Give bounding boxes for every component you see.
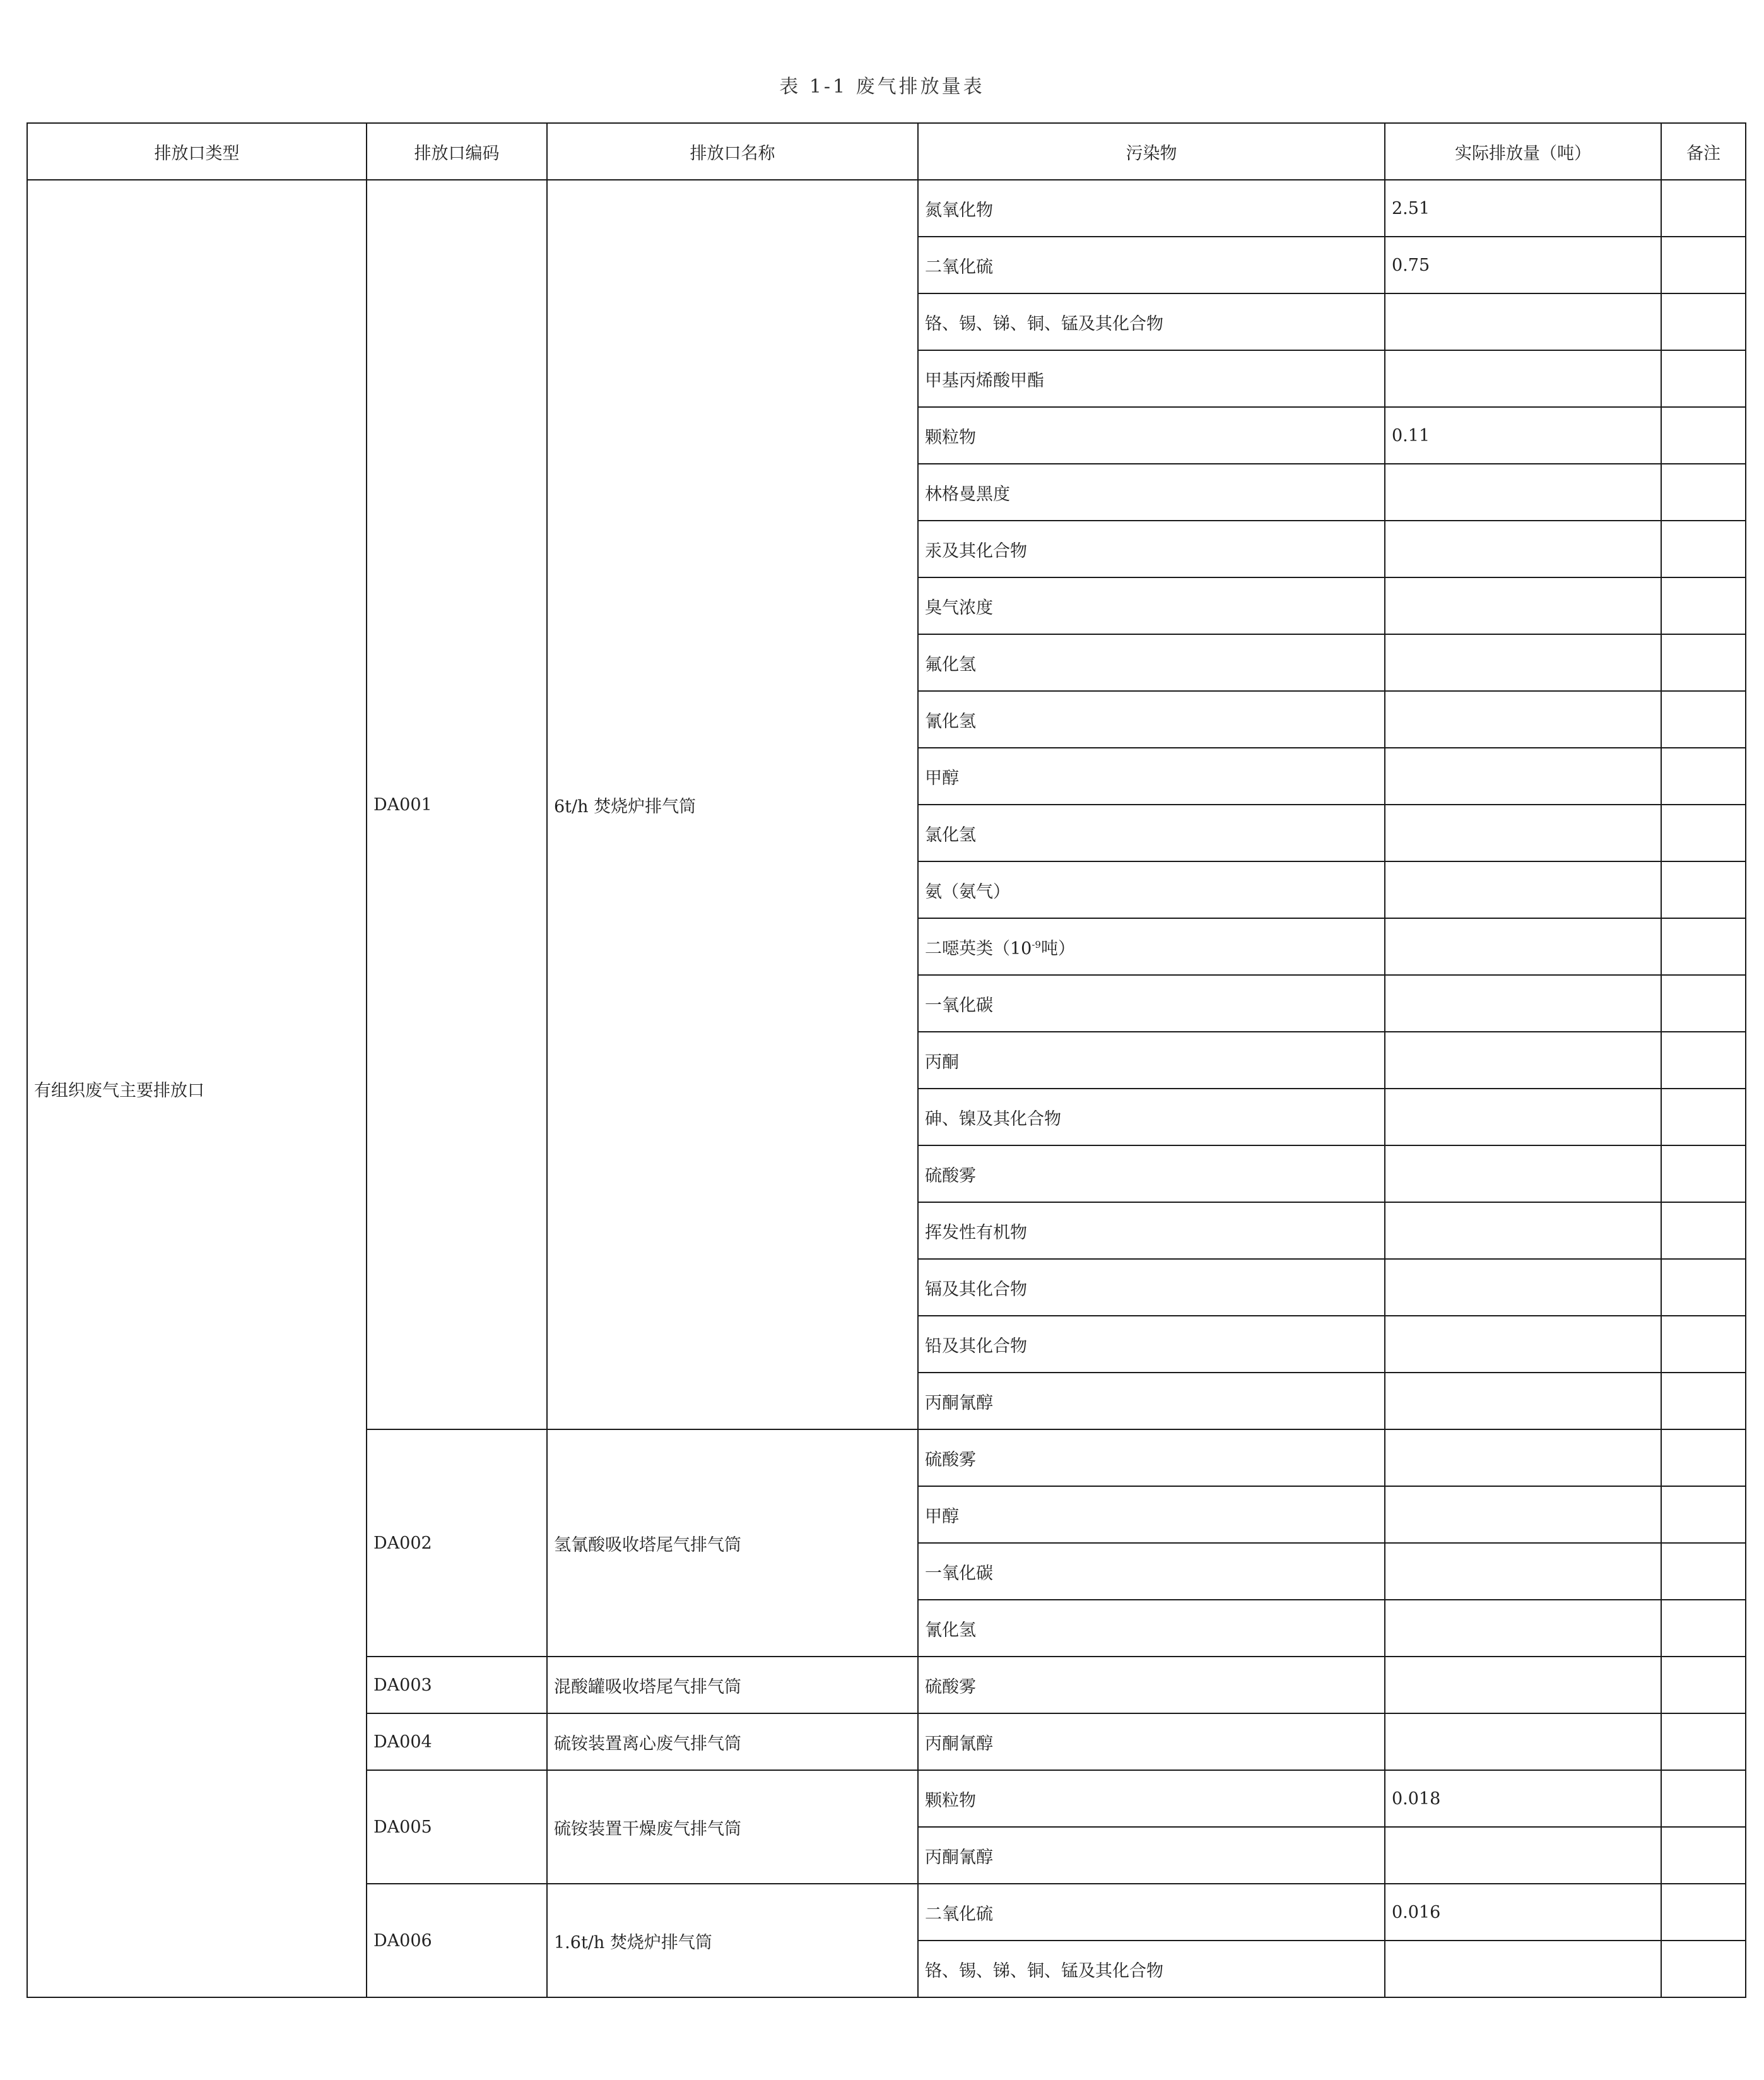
outlet-name-cell: 6t/h 焚烧炉排气筒 (547, 180, 918, 1429)
pollutant-name: 氟化氢 (925, 654, 976, 675)
pollutant-cell (918, 464, 1385, 521)
pollutant-cell (918, 748, 1385, 805)
emission-amount-cell (1385, 1713, 1661, 1770)
emission-amount-cell (1385, 691, 1661, 748)
pollutant-cell (918, 1713, 1385, 1770)
pollutant-name: 丙酮氰醇 (925, 1393, 993, 1413)
pollutant-name: 硫酸雾 (925, 1450, 976, 1470)
pollutant-cell (918, 1600, 1385, 1657)
remarks-cell (1661, 1827, 1746, 1884)
pollutant-name: 硫酸雾 (925, 1166, 976, 1186)
emission-amount-cell (1385, 1032, 1661, 1089)
header-outlet-code: 排放口编码 (367, 123, 547, 180)
pollutant-cell (918, 1316, 1385, 1373)
remarks-cell (1661, 1316, 1746, 1373)
remarks-cell (1661, 1259, 1746, 1316)
emission-amount-cell (1385, 1429, 1661, 1486)
pollutant-unit-suffix: 吨） (1040, 938, 1075, 959)
pollutant-name: 氮氧化物 (925, 200, 993, 220)
emission-amount-cell (1385, 1600, 1661, 1657)
outlet-code-cell: DA005 (367, 1770, 547, 1884)
remarks-cell (1661, 464, 1746, 521)
pollutant-cell (918, 1884, 1385, 1941)
remarks-cell (1661, 407, 1746, 464)
pollutant-name: 砷、镍及其化合物 (925, 1109, 1061, 1129)
remarks-cell (1661, 1657, 1746, 1713)
remarks-cell (1661, 748, 1746, 805)
emission-amount-cell (1385, 1145, 1661, 1202)
emission-amount-cell (1385, 975, 1661, 1032)
remarks-cell (1661, 1884, 1746, 1941)
remarks-cell (1661, 1941, 1746, 1997)
pollutant-cell (918, 975, 1385, 1032)
remarks-cell (1661, 1145, 1746, 1202)
emission-amount-cell (1385, 748, 1661, 805)
pollutant-cell (918, 1429, 1385, 1486)
remarks-cell (1661, 634, 1746, 691)
emission-amount-cell (1385, 1373, 1661, 1429)
pollutant-name: 氰化氢 (925, 711, 976, 731)
emission-amount-cell (1385, 861, 1661, 918)
outlet-name-cell: 1.6t/h 焚烧炉排气筒 (547, 1884, 918, 1997)
remarks-cell (1661, 1543, 1746, 1600)
remarks-cell (1661, 1429, 1746, 1486)
emission-amount-cell (1385, 521, 1661, 577)
remarks-cell (1661, 918, 1746, 975)
pollutant-cell (918, 1657, 1385, 1713)
pollutant-cell (918, 1145, 1385, 1202)
pollutant-cell (918, 1941, 1385, 1997)
pollutant-name: 颗粒物 (925, 427, 976, 447)
pollutant-name: 丙酮 (925, 1052, 959, 1072)
pollutant-name: 一氧化碳 (925, 1563, 993, 1583)
emission-amount-cell (1385, 293, 1661, 350)
pollutant-name: 二氧化硫 (925, 1904, 993, 1924)
pollutant-name: 铬、锡、锑、铜、锰及其化合物 (925, 314, 1163, 334)
header-pollutant: 污染物 (918, 123, 1385, 180)
remarks-cell (1661, 1770, 1746, 1827)
emission-amount-cell (1385, 918, 1661, 975)
pollutant-cell (918, 1259, 1385, 1316)
table-row (27, 180, 1746, 237)
outlet-name-cell: 混酸罐吸收塔尾气排气筒 (547, 1657, 918, 1713)
pollutant-cell (918, 918, 1385, 975)
pollutant-name: 丙酮氰醇 (925, 1847, 993, 1867)
pollutant-cell (918, 1089, 1385, 1145)
pollutant-cell (918, 805, 1385, 861)
emission-amount-cell (1385, 464, 1661, 521)
pollutant-name: 硫酸雾 (925, 1677, 976, 1697)
emission-amount-cell: 0.75 (1385, 237, 1661, 293)
remarks-cell (1661, 1032, 1746, 1089)
emission-amount-cell (1385, 1543, 1661, 1600)
pollutant-name: 二氧化硫 (925, 257, 993, 277)
header-actual-emission: 实际排放量（吨） (1385, 123, 1661, 180)
emission-amount-cell: 0.018 (1385, 1770, 1661, 1827)
pollutant-name: 挥发性有机物 (925, 1222, 1027, 1243)
header-row (27, 123, 1746, 180)
pollutant-name: 氯化氢 (925, 825, 976, 845)
pollutant-cell (918, 293, 1385, 350)
outlet-name-cell: 氢氰酸吸收塔尾气排气筒 (547, 1429, 918, 1657)
emission-amount-cell (1385, 1316, 1661, 1373)
pollutant-name: 氨（氨气） (925, 882, 1010, 902)
pollutant-name: 林格曼黑度 (925, 484, 1010, 504)
pollutant-name: 铅及其化合物 (925, 1336, 1027, 1356)
pollutant-name: 臭气浓度 (925, 598, 993, 618)
header-outlet-name: 排放口名称 (547, 123, 918, 180)
emission-amount-cell: 0.11 (1385, 407, 1661, 464)
pollutant-cell (918, 634, 1385, 691)
remarks-cell (1661, 180, 1746, 237)
pollutant-cell (918, 861, 1385, 918)
pollutant-cell (918, 350, 1385, 407)
emission-amount-cell (1385, 1941, 1661, 1997)
pollutant-name: 甲基丙烯酸甲酯 (925, 370, 1044, 391)
remarks-cell (1661, 521, 1746, 577)
emission-amount-cell (1385, 1827, 1661, 1884)
emission-amount-cell (1385, 1486, 1661, 1543)
pollutant-cell (918, 577, 1385, 634)
remarks-cell (1661, 1373, 1746, 1429)
remarks-cell (1661, 1713, 1746, 1770)
outlet-code-cell: DA003 (367, 1657, 547, 1713)
header-remarks: 备注 (1661, 123, 1746, 180)
pollutant-cell (918, 521, 1385, 577)
pollutant-name: 甲醇 (925, 1506, 959, 1527)
pollutant-name: 一氧化碳 (925, 995, 993, 1015)
remarks-cell (1661, 237, 1746, 293)
remarks-cell (1661, 691, 1746, 748)
remarks-cell (1661, 350, 1746, 407)
pollutant-cell (918, 1202, 1385, 1259)
pollutant-name: 二噁英类（10 (925, 938, 1032, 959)
emission-amount-cell (1385, 1259, 1661, 1316)
header-outlet-type: 排放口类型 (27, 123, 367, 180)
pollutant-name: 甲醇 (925, 768, 959, 788)
emission-amount-cell (1385, 1657, 1661, 1713)
emission-table (26, 122, 1746, 1998)
remarks-cell (1661, 1600, 1746, 1657)
table-title: 表 1-1 废气排放量表 (779, 76, 985, 98)
emission-amount-cell (1385, 634, 1661, 691)
pollutant-name: 颗粒物 (925, 1790, 976, 1811)
outlet-code-cell: DA004 (367, 1713, 547, 1770)
remarks-cell (1661, 805, 1746, 861)
outlet-code-cell: DA006 (367, 1884, 547, 1997)
emission-amount-cell (1385, 1202, 1661, 1259)
emission-amount-cell (1385, 1089, 1661, 1145)
pollutant-cell (918, 237, 1385, 293)
remarks-cell (1661, 1202, 1746, 1259)
emission-amount-cell: 0.016 (1385, 1884, 1661, 1941)
remarks-cell (1661, 1089, 1746, 1145)
outlet-code-cell: DA002 (367, 1429, 547, 1657)
pollutant-cell (918, 1827, 1385, 1884)
pollutant-name: 汞及其化合物 (925, 541, 1027, 561)
pollutant-cell (918, 691, 1385, 748)
pollutant-cell (918, 1373, 1385, 1429)
pollutant-unit-exponent: -9 (1032, 938, 1041, 950)
emission-amount-cell: 2.51 (1385, 180, 1661, 237)
remarks-cell (1661, 577, 1746, 634)
emission-amount-cell (1385, 577, 1661, 634)
outlet-name-cell: 硫铵装置干燥废气排气筒 (547, 1770, 918, 1884)
remarks-cell (1661, 861, 1746, 918)
outlet-type-cell: 有组织废气主要排放口 (27, 180, 367, 1997)
remarks-cell (1661, 1486, 1746, 1543)
remarks-cell (1661, 293, 1746, 350)
pollutant-cell (918, 180, 1385, 237)
pollutant-cell (918, 1032, 1385, 1089)
pollutant-name: 丙酮氰醇 (925, 1734, 993, 1754)
table-body (27, 180, 1746, 1997)
pollutant-name: 镉及其化合物 (925, 1279, 1027, 1299)
pollutant-name: 铬、锡、锑、铜、锰及其化合物 (925, 1961, 1163, 1981)
emission-amount-cell (1385, 805, 1661, 861)
pollutant-cell (918, 1770, 1385, 1827)
outlet-name-cell: 硫铵装置离心废气排气筒 (547, 1713, 918, 1770)
pollutant-cell (918, 1543, 1385, 1600)
pollutant-name: 氰化氢 (925, 1620, 976, 1640)
pollutant-cell (918, 1486, 1385, 1543)
emission-amount-cell (1385, 350, 1661, 407)
outlet-code-cell: DA001 (367, 180, 547, 1429)
pollutant-cell (918, 407, 1385, 464)
remarks-cell (1661, 975, 1746, 1032)
